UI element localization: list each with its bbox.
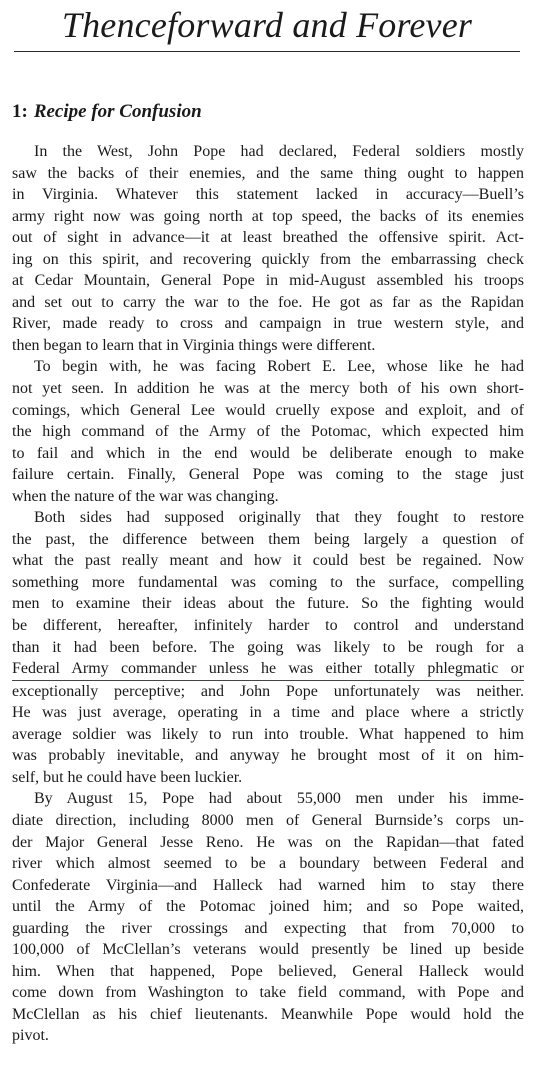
chapter-title: Thenceforward and Forever [61, 5, 473, 45]
text-line: He was just average, operating in a time and place where a strictly [12, 704, 524, 722]
text-line: was probably inevitable, and anyway he brought most of it on him- [12, 747, 524, 765]
text-line: guarding the river crossings and expecting that from 70,000 to [12, 919, 524, 937]
text-line: der Major General Jesse Reno. He was on the Rapidan—that fated [12, 833, 524, 851]
text-line: Federal Army commander unless he was either totally phlegmatic or [12, 658, 524, 681]
body-text [12, 141, 524, 1047]
text-line: when the nature of the war was changing. [12, 487, 279, 505]
text-line: until the Army of the Potomac joined him; and so Pope waited, [12, 898, 524, 916]
text-line: Confederate Virginia—and Halleck had warned him to stay there [12, 876, 524, 894]
text-line: out of sight in advance—it at least breathed the offensive spirit. Act- [12, 229, 524, 247]
paragraph [12, 356, 524, 507]
text-line: not yet seen. In addition he was at the mercy both of his own short- [12, 380, 524, 398]
text-line: in Virginia. Whatever this statement lacked in accuracy—Buell’s [12, 186, 524, 204]
text-line: failure certain. Finally, General Pope was coming to the stage just [12, 466, 524, 484]
text-line: ing on this spirit, and recovering quickly from the embarrassing check [12, 250, 524, 268]
paragraph [12, 507, 524, 788]
text-line: In the West, John Pope had declared, Federal soldiers mostly [34, 143, 524, 160]
text-line: come down from Washington to take field command, with Pope and [12, 984, 524, 1002]
text-line: diate direction, including 8000 men of General Burnside’s corps un- [12, 811, 524, 829]
section-number: 1: [12, 101, 28, 122]
text-line: Both sides had supposed originally that they fought to restore [34, 509, 524, 527]
text-line: then began to learn that in Virginia things were different. [12, 336, 376, 354]
paragraph [12, 141, 524, 356]
text-line: than it had been before. The going was likely to be rough for a [12, 638, 524, 656]
text-line: McClellan as his chief lieutenants. Meanwhile Pope would hold the [12, 1005, 524, 1023]
text-line: To begin with, he was facing Robert E. Lee, whose like he had [34, 358, 524, 376]
text-line: comings, which General Lee would cruelly expose and exploit, and of [12, 401, 524, 419]
text-line: 100,000 of McClellan’s veterans would presently be lined up beside [12, 941, 524, 959]
text-line: him. When that happened, Pope believed, General Halleck would [12, 962, 524, 980]
section-heading [12, 100, 202, 124]
text-line: exceptionally perceptive; and John Pope unfortunately was neither. [12, 682, 524, 700]
text-line: River, made ready to cross and campaign in true western style, and [12, 315, 524, 333]
text-line: be different, hereafter, infinitely harder to control and understand [12, 617, 524, 635]
text-line: the high command of the Army of the Potomac, which expected him [12, 423, 524, 441]
text-line: and set out to carry the war to the foe. He got as far as the Rapidan [12, 293, 524, 311]
text-line: self, but he could have been luckier. [12, 768, 243, 786]
text-line: average soldier was likely to run into trouble. What happened to him [12, 725, 524, 743]
title-rule [14, 51, 520, 52]
text-line: to fail and which in the end would be deliberate enough to make [12, 444, 524, 462]
section-title: Recipe for Confusion [33, 101, 202, 122]
paragraph [12, 788, 524, 1047]
text-line: river which almost seemed to be a boundary between Federal and [12, 855, 524, 873]
text-line: men to examine their ideas about the future. So the fighting would [12, 595, 524, 613]
text-line: the past, the difference between them being largely a question of [12, 530, 524, 548]
text-line: army right now was going north at top speed, the backs of its enemies [12, 207, 524, 225]
text-line: at Cedar Mountain, General Pope in mid-August assembled his troops [12, 272, 524, 290]
text-line: something more fundamental was coming to the surface, compelling [12, 573, 524, 591]
text-line: what the past really meant and how it could best be regained. Now [12, 552, 524, 570]
text-line: saw the backs of their enemies, and the same thing ought to happen [12, 164, 524, 182]
text-line: pivot. [12, 1027, 49, 1045]
text-line: By August 15, Pope had about 55,000 men under his imme- [34, 790, 524, 808]
